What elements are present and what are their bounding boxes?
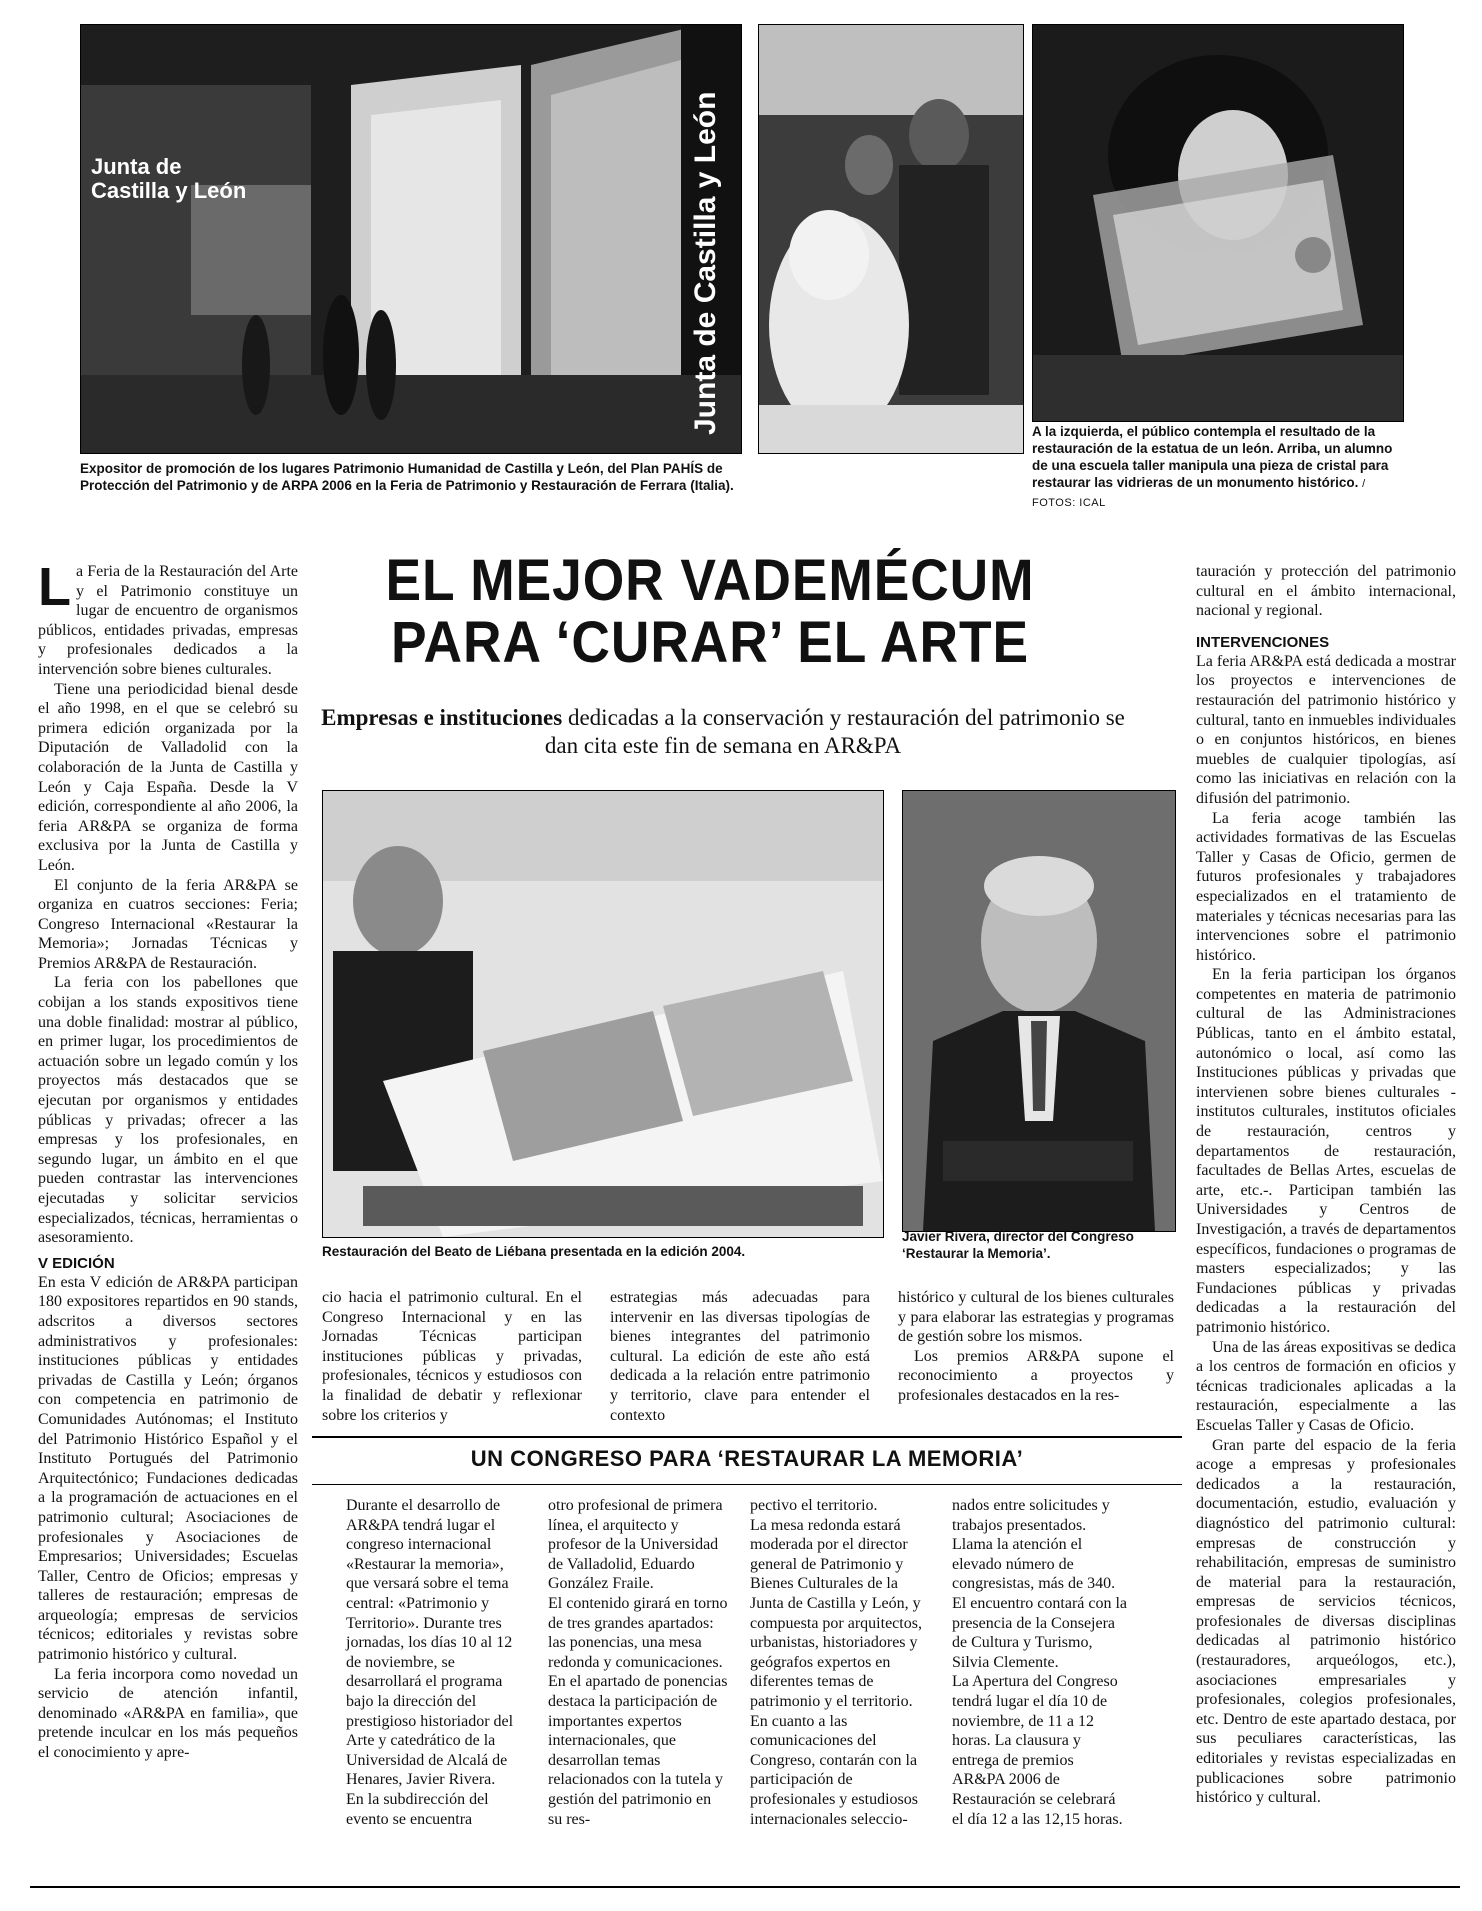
sign-junta-vertical: Junta de Castilla y León: [689, 91, 722, 435]
sign-junta-small: Junta de Castilla y León: [91, 154, 247, 203]
paragraph: La Apertura del Congreso tendrá lugar el día 10 de noviembre, de 11 a 12 horas. La clausura y entrega de premios AR&PA 2006 de Restauración se celebrará el día 12 a las 12,15 horas.: [952, 1673, 1123, 1828]
box-column-2: [548, 1496, 728, 1829]
paragraph: estrategias más adecuadas para intervenir en las diversas tipologías de bienes integrantes del patrimonio cultural. La edición de este año está dedicada a la relación entre patrimonio y territorio, clave para entender el contexto: [610, 1289, 870, 1424]
column-left: [38, 557, 298, 1763]
subheading-intervenciones: INTERVENCIONES: [1196, 633, 1330, 651]
paragraph: La mesa redonda estará moderada por el director general de Patrimonio y Bienes Culturales de la Junta de Castilla y León, y compuesta por arquitectos, urbanistas, historiadores y geógrafos expertos en diferentes temas de patrimonio y el territorio.: [750, 1516, 922, 1710]
paragraph-intro-text: a Feria de la Restauración del Arte y el Patrimonio constituye un lugar de encuentro de organismos públicos, entidades privadas, empresas y profesionales dedicados a la intervención sobre bienes culturales.: [38, 563, 298, 678]
column-right: [1196, 562, 1456, 1808]
paragraph: Durante el desarrollo de AR&PA tendrá lugar el congreso internacional «Restaurar la memoria», que versará sobre el tema central: «Patrimonio y Territorio». Durante tres jornadas, los días 10 al 12 de noviembre, se desarrollará el programa bajo la dirección del prestigioso historiador del Arte y catedrático de la Universidad de Alcalá de Henares, Javier Rivera.: [346, 1497, 514, 1789]
deck-rest: dedicadas a la conservación y restauración del patrimonio se dan cita este fin de semana en AR&PA: [544, 705, 1125, 758]
paragraph: La feria AR&PA está dedicada a mostrar los proyectos e intervenciones de restauración del patrimonio histórico y cultural, tanto en inmuebles individuales o en conjuntos históricos, en bienes muebles de cualquier tipologías, así como las iniciativas en relación con la difusión del patrimonio.: [1196, 652, 1456, 807]
box-rule-top: [312, 1436, 1182, 1438]
box-rule-title: [312, 1484, 1182, 1485]
box-column-4: [952, 1496, 1128, 1829]
paragraph: La feria incorpora como novedad un servicio de atención infantil, denominado «AR&PA en familia», que pretende inculcar en los más pequeños el conocimiento y apre-: [38, 1665, 298, 1762]
dropcap: L: [38, 557, 71, 617]
subheading-v-edicion: V EDICIÓN: [38, 1254, 115, 1272]
paragraph: El contenido girará en torno de tres grandes apartados: las ponencias, una mesa redonda y comunicaciones.: [548, 1594, 728, 1671]
paragraph: tauración y protección del patrimonio cultural en el ámbito internacional, nacional y regional.: [1196, 563, 1456, 620]
headline-line2: PARA ‘CURAR’ EL ARTE: [390, 610, 1030, 675]
caption-beato-liebana: Restauración del Beato de Liébana presentada en la edición 2004.: [322, 1244, 746, 1259]
paragraph: pectivo el territorio.: [750, 1497, 878, 1514]
paragraph: En la subdirección del evento se encuentra: [346, 1790, 489, 1828]
paragraph: En esta V edición de AR&PA participan 180 expositores repartidos en 90 stands, adscritos a diversos sectores administrativos y profesionales: instituciones públicas y entidades privadas de Castilla y León; órganos con competencia en patrimonio de Comunidades Autónomas; el Instituto del Patrimonio Histórico Español y el Instituto Portugués del Patrimonio Arquitectónico; Fundaciones dedicadas a la programación de actuaciones en el patrimonio cultural; Asociaciones de profesionales y Asociaciones de Empresarios; Universidades; Escuelas Taller, Centro de Oficios; empresas y talleres de restauración; empresas de arqueología; empresas de servicios técnicos; editoriales y revistas sobre patrimonio histórico y cultural.: [38, 1273, 298, 1664]
deck-bold: Empresas e instituciones: [321, 705, 563, 730]
paragraph: En el apartado de ponencias destaca la participación de importantes expertos internacionales, que desarrollan temas relacionados con la tutela y gestión del patrimonio en su res-: [548, 1673, 728, 1828]
photo-beato-liebana: [322, 790, 884, 1238]
paragraph: Gran parte del espacio de la feria acoge a empresas y profesionales dedicados a la restauración, documentación, estudio, evaluación y diagnóstico del patrimonio cultural: empresas de construcción y rehabilitación, empresas de suministro de material para la restauración, empresas de servicios técnicos, profesionales de diversas disciplinas dedicadas al patrimonio histórico (restauradores, arqueólogos, etc.), asociaciones empresariales y profesionales, colegios profesionales, etc. Dentro de este apartado destaca, por sus peculiares características, las editoriales y revistas especializadas en publicaciones sobre patrimonio histórico y cultural.: [1196, 1436, 1456, 1807]
box-title: UN CONGRESO PARA ‘RESTAURAR LA MEMORIA’: [470, 1446, 1024, 1471]
photo-credit: / FOTOS: ICAL: [1032, 478, 1366, 509]
paragraph: Tiene una periodicidad bienal desde el año 1998, en el que se celebró su primera edición organizada por la Diputación de Valladolid con la colaboración de la Junta de Castilla y León y Caja España. Desde la V edición, correspondiente al año 2006, la feria AR&PA se organiza de forma exclusiva por la Junta de Castilla y León.: [38, 680, 298, 874]
column-mid-3: [898, 1288, 1174, 1406]
paragraph: nados entre solicitudes y trabajos presentados.: [952, 1497, 1110, 1534]
column-mid-1: [322, 1288, 582, 1425]
headline-line1: EL MEJOR VADEMÉCUM: [385, 548, 1035, 613]
paragraph: El conjunto de la feria AR&PA se organiza en cuatros secciones: Feria; Congreso Internacional «Restaurar la Memoria»; Jornadas Técnicas y Premios AR&PA de Restauración.: [38, 876, 298, 972]
photo-glass-restoration: [1032, 24, 1404, 422]
page-bottom-rule: [30, 1886, 1460, 1888]
column-mid-2: [610, 1288, 870, 1425]
photo-lion-statue: [758, 24, 1024, 454]
paragraph: La feria acoge también las actividades formativas de las Escuelas Taller y Casas de Oficio, germen de futuros profesionales y trabajadores especializados en el tratamiento de materiales y técnicas necesarias para las intervenciones sobre el patrimonio histórico.: [1196, 809, 1456, 964]
photo-javier-rivera: [902, 790, 1176, 1232]
caption-lion-and-glass-text: A la izquierda, el público contempla el resultado de la restauración de la estatua de un león. Arriba, un alumno de una escuela taller manipula una pieza de cristal para restaurar las vidrieras de un monumento histórico.: [1032, 424, 1393, 490]
paragraph: En cuanto a las comunicaciones del Congreso, contarán con la participación de profesionales y estudiosos internacionales seleccio-: [750, 1712, 918, 1828]
photo-exhibition-stand: [80, 24, 742, 454]
paragraph: La feria con los pabellones que cobijan a los stands expositivos tiene una doble finalidad: mostrar al público, en primer lugar, los procedimientos de actuación sobre un legado común y los proyectos más destacados que se ejecutan por organismos y entidades públicas y privadas; ofrecer a las empresas y los profesionales, en segundo lugar, un ámbito en el que pueden contrastar las intervenciones ejecutadas y solicitar servicios especializados, técnicas, herramientas o asesoramiento.: [38, 974, 298, 1247]
paragraph: cio hacia el patrimonio cultural. En el Congreso Internacional y en las Jornadas Técnicas participan instituciones públicas y privadas, profesionales, técnicos y estudiosos con la finalidad de debatir y reflexionar sobre los criterios y: [322, 1289, 582, 1424]
caption-lion-and-glass: [1032, 423, 1404, 512]
paragraph: otro profesional de primera línea, el arquitecto y profesor de la Universidad de Valladolid, Eduardo González Fraile.: [548, 1497, 723, 1593]
caption-exhibition-stand: Expositor de promoción de los lugares Patrimonio Humanidad de Castilla y León, del Plan PAHÍS de Protección del Patrimonio y de ARPA 2006 en la Feria de Patrimonio y Restauración de Ferrara (Italia).: [80, 461, 734, 493]
box-column-3: [750, 1496, 930, 1829]
paragraph: Una de las áreas expositivas se dedica a los centros de formación en oficios y técnicas tradicionales aplicadas a la restauración, especialmente a las Escuelas Taller y Casas de Oficio.: [1196, 1338, 1456, 1434]
paragraph: Llama la atención el elevado número de congresistas, más de 340. El encuentro contará con la presencia de la Consejera de Cultura y Turismo, Silvia Clemente.: [952, 1536, 1128, 1671]
deck: [318, 704, 1128, 760]
paragraph: Los premios AR&PA supone el reconocimiento a proyectos y profesionales destacados en la res-: [898, 1347, 1174, 1404]
paragraph: En la feria participan los órganos competentes en materia de patrimonio cultural de las Administraciones Públicas, tanto en el ámbito estatal, autonómico o local, así como las Instituciones públicas y privadas que intervienen sobre bienes culturales - institutos culturales, institutos oficiales de restauración, centros y departamentos de restauración, facultades de Bellas Artes, escuelas de arte, etc.-. Participan también las Universidades y Centros de Investigación, a través de departamentos específicos, fundaciones o programas de masters especializados; y las Fundaciones públicas y privadas dedicadas a la restauración del patrimonio histórico.: [1196, 966, 1456, 1336]
paragraph: histórico y cultural de los bienes culturales y para elaborar las estrategias y programas de gestión sobre los mismos.: [898, 1289, 1174, 1346]
box-column-1: [346, 1496, 526, 1829]
paragraph-intro: [38, 557, 298, 680]
caption-javier-rivera: Javier Rivera, director del Congreso ‘Restaurar la Memoria’.: [902, 1229, 1134, 1261]
